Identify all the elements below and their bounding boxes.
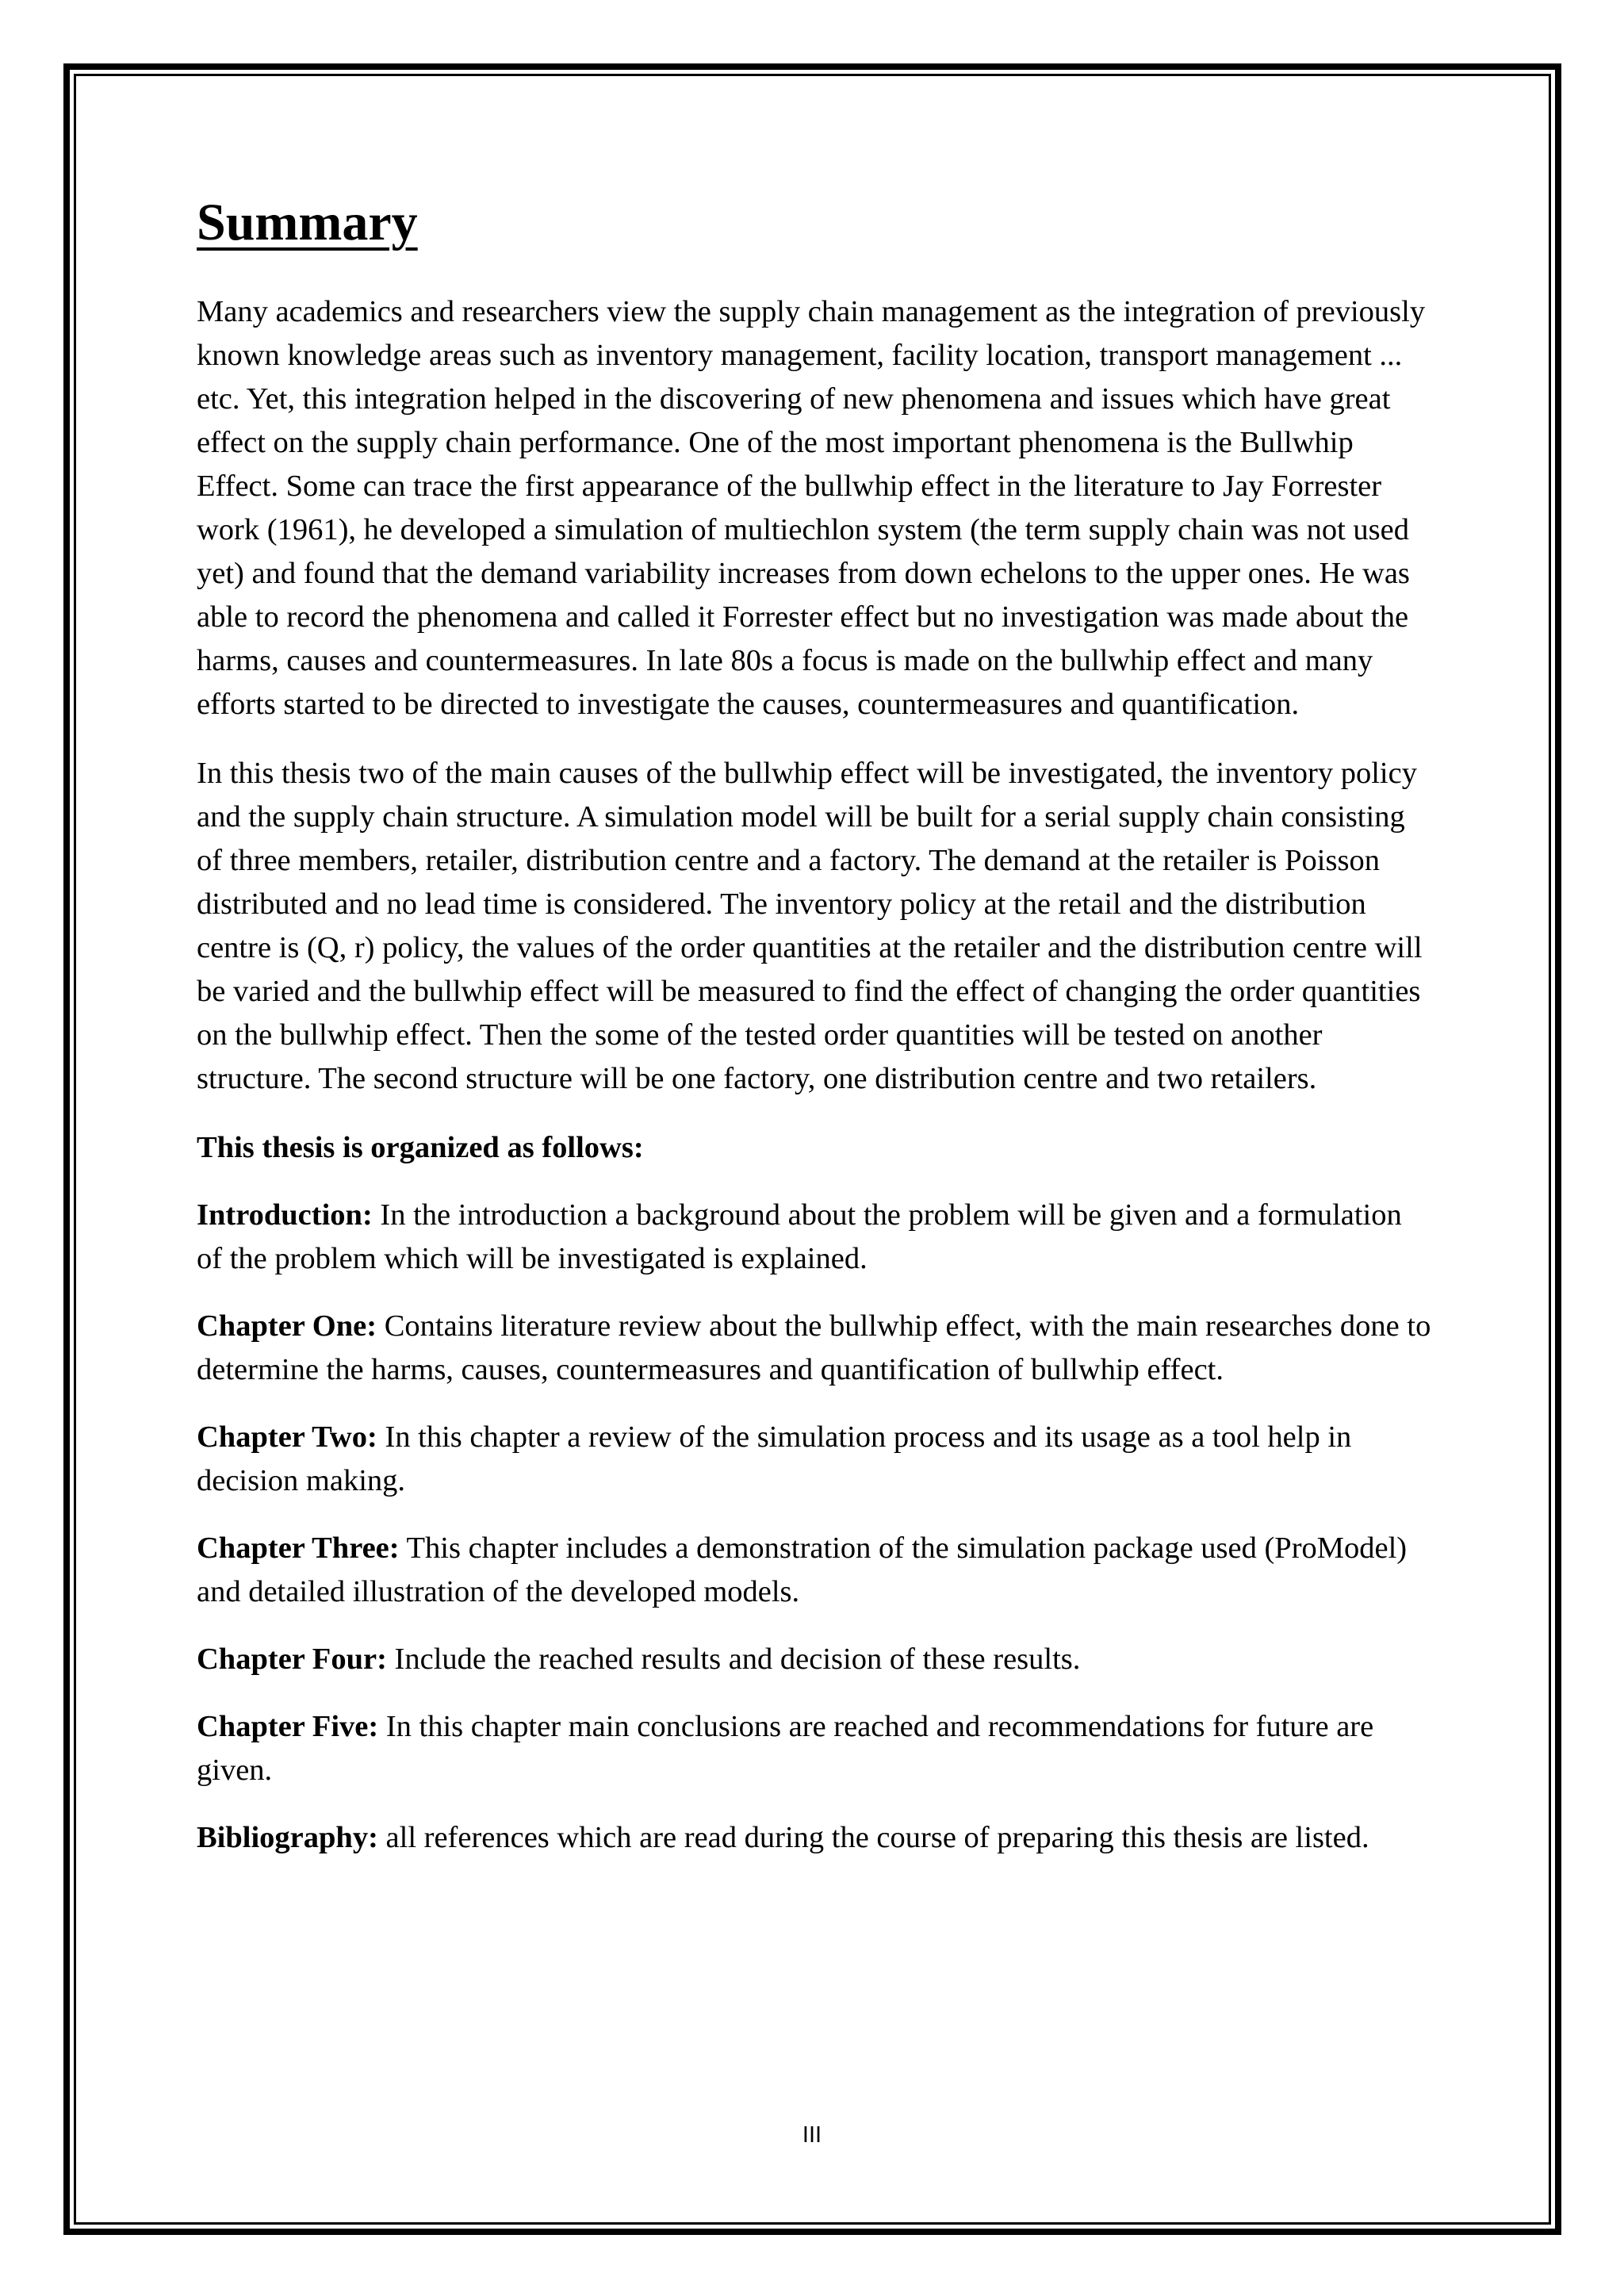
section-text: all references which are read during the course of preparing this thesis are listed. bbox=[377, 1820, 1369, 1854]
section-label: Chapter Five: bbox=[197, 1709, 379, 1743]
section-chapter-three bbox=[197, 1527, 1434, 1614]
section-label: Chapter Four: bbox=[197, 1642, 387, 1676]
section-text: In this chapter main conclusions are reached and recommendations for future are given. bbox=[197, 1709, 1374, 1787]
section-text: This chapter includes a demonstration of the simulation package used (ProModel) and detailed illustration of the developed models. bbox=[197, 1531, 1408, 1608]
page-title: Summary bbox=[197, 194, 418, 251]
document-content bbox=[197, 194, 1434, 1884]
section-label: Chapter One: bbox=[197, 1309, 377, 1343]
section-label: Chapter Two: bbox=[197, 1420, 377, 1454]
summary-paragraph-2: In this thesis two of the main causes of the bullwhip effect will be investigated, the inventory policy and the supply chain structure. A simulation model will be built for a serial supply chain consisting of three members, retailer, distribution centre and a factory. The demand at the retailer is Poisson distributed and no lead time is considered. The inventory policy at the retail and the distribution centre is (Q, r) policy, the values of the order quantities at the retailer and the distribution centre will be varied and the bullwhip effect will be measured to find the effect of changing the order quantities on the bullwhip effect. Then the some of the tested order quantities will be tested on another structure. The second structure will be one factory, one distribution centre and two retailers. bbox=[197, 756, 1423, 1095]
section-label: Bibliography: bbox=[197, 1820, 378, 1854]
section-introduction bbox=[197, 1194, 1434, 1281]
organization-heading: This thesis is organized as follows: bbox=[197, 1130, 644, 1164]
section-bibliography bbox=[197, 1816, 1434, 1860]
section-text: In the introduction a background about the problem will be given and a formulation of the problem which will be investigated is explained. bbox=[197, 1198, 1402, 1275]
summary-paragraph-1: Many academics and researchers view the supply chain management as the integration of previously known knowledge areas such as inventory management, facility location, transport management ... etc. Yet, this integration helped in the discovering of new phenomena and issues which have great effect on the supply chain performance. One of the most important phenomena is the Bullwhip Effect. Some can trace the first appearance of the bullwhip effect in the literature to Jay Forrester work (1961), he developed a simulation of multiechlon system (the term supply chain was not used yet) and found that the demand variability increases from down echelons to the upper ones. He was able to record the phenomena and called it Forrester effect but no investigation was made about the harms, causes and countermeasures. In late 80s a focus is made on the bullwhip effect and many efforts started to be directed to investigate the causes, countermeasures and quantification. bbox=[197, 294, 1426, 721]
section-text: In this chapter a review of the simulation process and its usage as a tool help in decision making. bbox=[197, 1420, 1352, 1497]
section-label: Introduction: bbox=[197, 1198, 373, 1232]
section-label: Chapter Three: bbox=[197, 1531, 400, 1565]
section-text: Include the reached results and decision of these results. bbox=[386, 1642, 1081, 1676]
section-chapter-four bbox=[197, 1638, 1434, 1681]
section-text: Contains literature review about the bullwhip effect, with the main researches done to determine the harms, causes, countermeasures and quantification of bullwhip effect. bbox=[197, 1309, 1431, 1386]
section-chapter-two bbox=[197, 1416, 1434, 1503]
page-number: III bbox=[802, 2122, 822, 2148]
section-chapter-five bbox=[197, 1705, 1434, 1792]
section-chapter-one bbox=[197, 1305, 1434, 1392]
